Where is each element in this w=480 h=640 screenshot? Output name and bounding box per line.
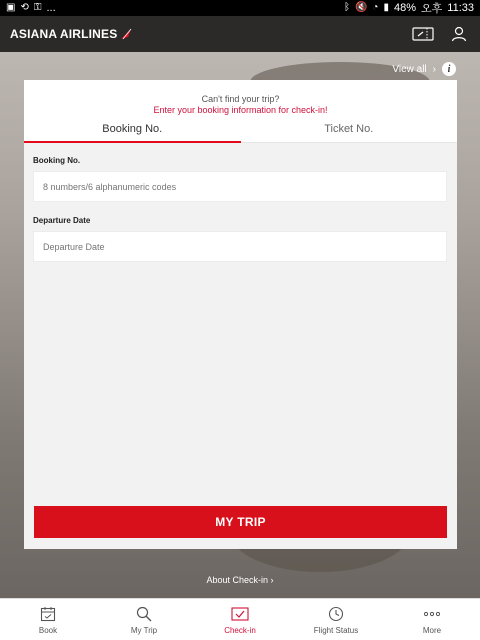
nav-check-in-label: Check-in — [224, 625, 256, 635]
view-all-label: View all — [392, 63, 427, 75]
info-icon[interactable]: i — [442, 62, 456, 76]
booking-no-label: Booking No. — [33, 156, 81, 165]
status-more-text: ... — [46, 2, 56, 14]
status-right — [344, 0, 474, 16]
wifi-icon: ◔ — [372, 2, 379, 13]
nav-my-trip-label: My Trip — [130, 625, 158, 635]
view-all-link[interactable] — [392, 62, 456, 76]
gallery-icon: ▣ — [6, 2, 16, 13]
clock-time: 11:33 — [447, 2, 474, 14]
chevron-right-icon: › — [270, 575, 274, 585]
chevron-right-icon: › — [432, 63, 436, 75]
nav-flight-status[interactable] — [288, 599, 384, 640]
brand-name: ASIANA AIRLINES — [10, 27, 118, 41]
brand-logo[interactable] — [10, 27, 133, 41]
key-icon: ⚿ — [33, 2, 42, 13]
checkin-form — [24, 143, 457, 276]
nav-book[interactable] — [0, 599, 96, 640]
more-dots-icon — [423, 605, 441, 623]
calendar-icon — [39, 605, 57, 623]
notice — [24, 94, 457, 116]
wing-logo-icon — [119, 27, 133, 41]
booking-no-input[interactable] — [33, 171, 447, 202]
bluetooth-icon: ᛒ — [343, 2, 350, 13]
mute-icon: 🔇 — [354, 2, 368, 13]
my-trip-button[interactable]: MY TRIP — [34, 506, 447, 538]
tab-bar — [24, 115, 457, 143]
sync-icon: ⟲ — [20, 2, 29, 13]
about-checkin-label: About Check-in — [206, 575, 269, 585]
battery-percent: 48% — [393, 2, 417, 14]
user-icon[interactable] — [448, 26, 470, 42]
bottom-nav — [0, 598, 480, 640]
app-header — [0, 16, 480, 52]
ticket-check-icon — [231, 605, 249, 623]
nav-more[interactable] — [384, 599, 480, 640]
ampm-text: 오후 — [421, 3, 443, 15]
boarding-pass-icon[interactable] — [412, 26, 434, 42]
battery-icon: ▮ — [383, 2, 389, 13]
status-bar — [0, 0, 480, 16]
tab-booking-no[interactable]: Booking No. — [24, 115, 241, 143]
about-checkin-link[interactable] — [0, 575, 480, 585]
search-icon — [135, 605, 153, 623]
nav-check-in[interactable] — [192, 599, 288, 640]
header-actions — [412, 26, 470, 42]
notice-instruction: Enter your booking information for check-in! — [153, 105, 328, 115]
clock-icon — [327, 605, 345, 623]
nav-book-label: Book — [38, 625, 58, 635]
notice-question: Can't find your trip? — [201, 94, 280, 104]
departure-date-input[interactable] — [33, 231, 447, 262]
status-left — [6, 2, 56, 14]
nav-my-trip[interactable] — [96, 599, 192, 640]
tab-ticket-no[interactable]: Ticket No. — [241, 115, 458, 143]
nav-flight-status-label: Flight Status — [313, 625, 359, 635]
departure-date-label: Departure Date — [33, 216, 91, 225]
nav-more-label: More — [422, 625, 442, 635]
